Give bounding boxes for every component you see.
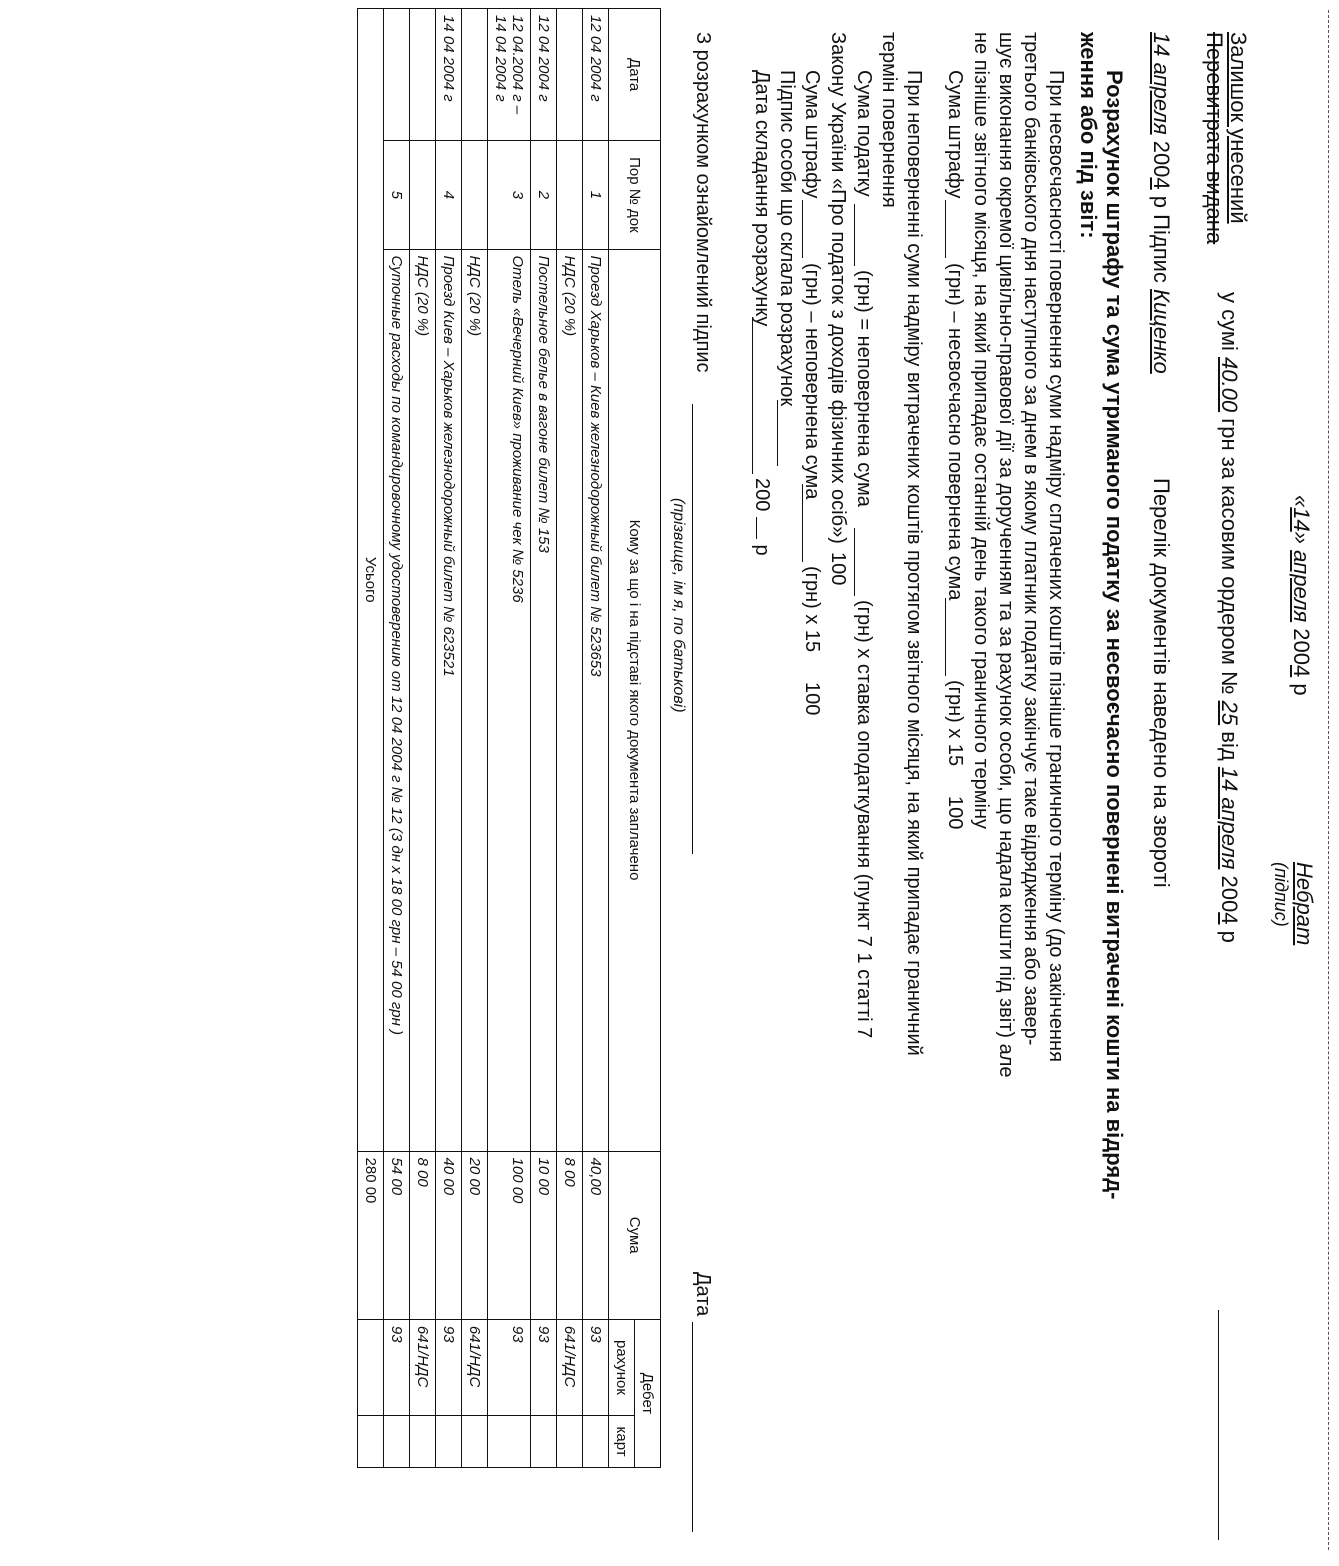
acquaint-date-label: Дата: [692, 1272, 714, 1317]
cell-date: [557, 9, 583, 141]
total-label: Усього: [358, 9, 384, 1152]
header-doc-no: Пор № док: [609, 141, 661, 249]
cell-card: [462, 1416, 488, 1468]
cell-description: Проезд Киев – Харьков железнодорожный билет № 623521: [436, 249, 462, 1151]
docs-note: Перелік документів наведено на звороті: [1149, 478, 1174, 888]
cell-date: 12 04 2004 г: [531, 9, 557, 141]
penalty-p1-line3: шує виконання окремої цивільно-правової дії за дорученням та за рахунок особи, що надала кошти під звіт) але: [995, 32, 1017, 1078]
cell-doc-no: 5: [384, 141, 410, 249]
balance-label: Залишок унесений: [1226, 32, 1251, 224]
header-description: Кому за що і на підставі якого документа заплачено: [609, 249, 661, 1151]
cell-card: [488, 1416, 531, 1468]
cell-account: 93: [583, 1319, 609, 1415]
signoff-line: 14 апреля 2004 р Підпис Киценко: [1149, 32, 1174, 374]
cell-doc-no: 1: [583, 141, 609, 249]
fine-a-mid: (грн) – несвоєчасно повернена сума: [944, 263, 966, 601]
header-signature: Небрат: [1292, 862, 1317, 946]
cell-description: НДС (20 %): [410, 249, 436, 1151]
preparer-signature: Підпис особи що склала розрахунок: [776, 70, 798, 407]
cell-sum: 8 00: [557, 1151, 583, 1319]
acquaint-label: З розрахунком ознайомлений підпис: [692, 32, 714, 373]
table-header-row: [635, 9, 661, 1468]
cell-description: Суточные расходы по командировочному удостоверению от 12 04 2004 г № 12 (3 дн х 18 00 грн – 54 00 грн ): [384, 249, 410, 1151]
penalty-p1-line4: не пізніше звітного місяця, на який припадає останній день такого граничного терміну: [970, 32, 992, 829]
fine-b-blank1: [802, 200, 803, 258]
total-card: [358, 1416, 384, 1468]
header-debit: Дебет: [635, 1319, 661, 1467]
tax-mid: (грн) = неповернена сума: [853, 270, 875, 507]
cell-sum: 10 00: [531, 1151, 557, 1319]
table-row: [583, 9, 609, 1468]
cell-account: 93: [531, 1319, 557, 1415]
acquaint-blank: [692, 404, 693, 854]
penalty-p1-line1: При несвоєчасності повернення суми надміру сплачених коштів пізніше граничного терміну (до закінчення: [1045, 70, 1067, 1062]
penalty-p1-line2: третього банківського дня наступного за днем в якому платник податку закінчує таке відрядження або завер-: [1020, 32, 1042, 1046]
cell-sum: 40,00: [583, 1151, 609, 1319]
cell-card: [410, 1416, 436, 1468]
preparer-blank: [777, 400, 778, 466]
law-divisor: 100: [827, 552, 849, 586]
cell-card: [384, 1416, 410, 1468]
header-card: карт: [609, 1416, 635, 1468]
tax-end: (грн) х ставка оподаткування (пункт 7 1 статті 7: [853, 600, 875, 1039]
cell-doc-no: 4: [436, 141, 462, 249]
cell-date: [410, 9, 436, 141]
documents-table: [357, 8, 661, 1468]
prep-date-label: Дата складання розрахунку: [751, 70, 773, 327]
table-row: [410, 9, 436, 1468]
fine-a-blank1: [945, 200, 946, 258]
cell-doc-no: 2: [531, 141, 557, 249]
header-date: «14» апреля 2004 р: [1289, 495, 1314, 696]
table-row: [531, 9, 557, 1468]
cell-account: 641/НДС: [462, 1319, 488, 1415]
tax-blank2: [854, 528, 855, 596]
fine-a-end: (грн) х 15: [944, 680, 966, 767]
tax-blank1: [854, 204, 855, 266]
cell-card: [583, 1416, 609, 1468]
cell-description: Проезд Харьков – Киев железнодорожный билет № 523653: [583, 249, 609, 1151]
cell-doc-no: [557, 141, 583, 249]
fine-a-divisor: 100: [944, 796, 966, 830]
fine-b-end: (грн) х 15: [801, 566, 823, 653]
penalty-title-line2: ження або під звіт:: [1076, 32, 1101, 239]
header-signature-caption: (підпис): [1271, 862, 1291, 927]
cell-date: 12 04 2004 г: [583, 9, 609, 141]
cell-sum: 20 00: [462, 1151, 488, 1319]
law-reference: Закону України «Про податок з доходів фізичних осіб»): [827, 32, 849, 544]
cell-sum: 8 00: [410, 1151, 436, 1319]
penalty-title-line1: Розрахунок штрафу та сума утриманого податку за несвоєчасно повернені витрачені кошти на відряд-: [1102, 70, 1127, 1200]
table-row: [462, 9, 488, 1468]
header-sum: Сума: [609, 1151, 661, 1319]
table-row: [436, 9, 462, 1468]
total-account: [358, 1319, 384, 1415]
fine-a-label: Сума штрафу: [944, 70, 966, 199]
cell-description: Постельное белье в вагоне билет № 153: [531, 249, 557, 1151]
acquaint-date-blank: [692, 1322, 693, 1532]
cell-account: 641/НДС: [557, 1319, 583, 1415]
cell-card: [531, 1416, 557, 1468]
cell-card: [557, 1416, 583, 1468]
cell-description: НДС (20 %): [462, 249, 488, 1151]
cell-date: 14 04 2004 г: [436, 9, 462, 141]
cell-account: 93: [436, 1319, 462, 1415]
table-row: [557, 9, 583, 1468]
balance-sum-blank: [1218, 1310, 1219, 1540]
total-sum: 280 00: [358, 1151, 384, 1319]
cell-date: [384, 9, 410, 141]
acquaint-caption: (прізвище, ім я, по батькові): [670, 498, 687, 713]
cell-sum: 40 00: [436, 1151, 462, 1319]
balance-sum-line: у сумі 40.00 грн за касовим ордером № 25 від 14 апреля 2004 р: [1217, 292, 1242, 943]
penalty-p2-line1: При неповерненні суми надміру витрачених коштів протягом звітного місяця, на який припадає граничний: [903, 70, 925, 1056]
cell-card: [436, 1416, 462, 1468]
prep-date-year: 200 р: [751, 478, 773, 556]
cell-doc-no: [462, 141, 488, 249]
cell-doc-no: [410, 141, 436, 249]
cell-doc-no: 3: [488, 141, 531, 249]
balance-label-struck: Перевитрата видана: [1202, 32, 1227, 245]
penalty-p2-line2: термін повернення: [878, 32, 900, 208]
header-account: рахунок: [609, 1319, 635, 1415]
cell-account: 641/НДС: [410, 1319, 436, 1415]
cell-description: Отель «Вечерний Киев» проживание чек № 5236: [488, 249, 531, 1151]
table-row: [384, 9, 410, 1468]
fine-b-blank2: [802, 484, 803, 562]
tax-label: Сума податку: [853, 70, 875, 197]
cell-sum: 100 00: [488, 1151, 531, 1319]
cell-account: 93: [384, 1319, 410, 1415]
top-dashed-rule: [1328, 10, 1329, 1550]
table-total-row: [358, 9, 384, 1468]
table-row: [488, 9, 531, 1468]
cell-description: НДС (20 %): [557, 249, 583, 1151]
prep-date-blank: [752, 318, 753, 474]
fine-b-label: Сума штрафу: [801, 70, 823, 199]
cell-account: 93: [488, 1319, 531, 1415]
fine-a-blank2: [945, 598, 946, 676]
fine-b-divisor: 100: [801, 682, 823, 716]
header-date: Дата: [609, 9, 661, 141]
cell-date: 12 04.2004 г – 14 04 2004 г: [488, 9, 531, 141]
fine-b-mid: (грн) – неповернена сума: [801, 263, 823, 500]
cell-date: [462, 9, 488, 141]
cell-sum: 54 00: [384, 1151, 410, 1319]
